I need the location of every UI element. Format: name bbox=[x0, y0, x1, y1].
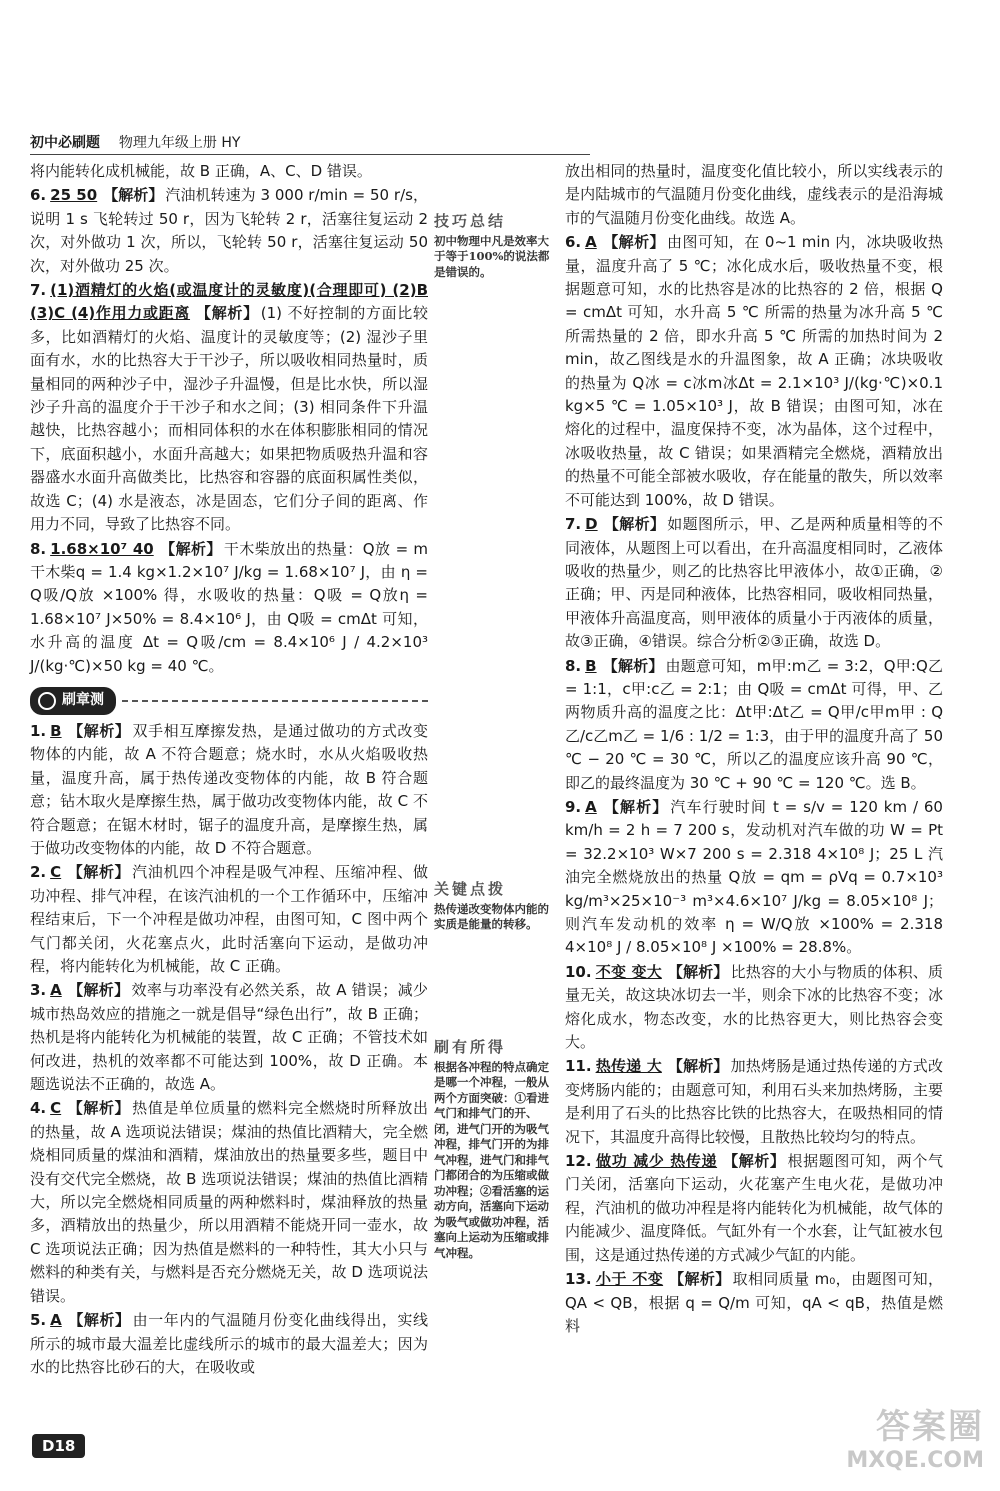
item-text: 效率与功率没有必然关系，故 A 错误；减少城市热岛效应的措施之一就是倡导“绿色出行”，故 B 正确；热机是将内能转化为机械能的装置，故 C 正确；不管技术如何改进，热机的效率都不可能达到 100%，故 D 正确。本题选说法不正确的，故选 A。 bbox=[30, 981, 428, 1094]
item-text: 由图可知，在 0~1 min 内，冰块吸收热量，温度升高了 5 ℃；冰化成水后，吸收热量不变，根据题意可知，水的比热容是冰的比热容的 2 倍，根据 Q = cmΔt 可知，水升高 5 ℃ 所需的热量为冰升高 5 ℃ 所需热量的 2 倍，即水升高 5 ℃ 所需的加热时间为 2 min，故乙图线是水的升温图象，故 A 正确；冰块吸收的热量为 Q冰 = c冰m冰Δt = 2.1×10³ J/(kg·℃)×0.1 kg×5 ℃ = 1.05×10³ J，故 B 错误；由图可知，冰在熔化的过程中，温度保持不变，冰为晶体，这个过程中，冰吸收热量，故 C 错误；如果酒精完全燃烧，酒精放出的热量不可能全部被水吸收，存在能量的散失，所以效率不可能达到 100%，故 D 错误。 bbox=[565, 233, 943, 509]
book-title: 初中必刷题 bbox=[30, 135, 100, 151]
item-tag: 【解析】 bbox=[667, 962, 729, 981]
item-tag: 【解析】 bbox=[67, 1099, 131, 1118]
item-text: 汽车行驶时间 t = s/v = 120 km / 60 km/h = 2 h = 7 200 s，发动机对汽车做的功 W = Pt = 32.2×10³ W×7 200 s = 2.318 4×10⁸ J；25 L 汽油完全燃烧放出的热量 Q放 = qm = ρVq = 0.7×10³ kg/m³×25×10⁻³ m³×4.6×10⁷ J/kg = 8.05×10⁸ J；则汽车发动机的效率 η = W/Q放 ×100% = 2.318 4×10⁸ J / 8.05×10⁸ J ×100% = 28.8%。 bbox=[565, 797, 943, 957]
item-number: 9. bbox=[565, 797, 582, 816]
answer-item bbox=[30, 1309, 428, 1379]
item-answer: A bbox=[50, 981, 62, 1000]
answer-item bbox=[565, 655, 943, 795]
item-number: 4. bbox=[30, 1099, 47, 1118]
section-divider bbox=[122, 700, 428, 702]
book-subtitle: 物理九年级上册 HY bbox=[118, 135, 241, 151]
answer-item bbox=[30, 720, 428, 860]
item-number: 6. bbox=[30, 186, 47, 205]
sidebar-note-title: 刷有所得 bbox=[434, 1038, 507, 1056]
item-tag: 【解析】 bbox=[602, 656, 664, 675]
item-tag: 【解析】 bbox=[603, 515, 666, 534]
answer-item bbox=[30, 279, 428, 536]
item-tag: 【解析】 bbox=[669, 1270, 731, 1289]
item-tag: 【解析】 bbox=[67, 1311, 131, 1330]
item-number: 8. bbox=[30, 539, 47, 558]
item-tag: 【解析】 bbox=[196, 304, 259, 323]
sidebar-note-text: 初中物理中凡是效率大于等于100%的说法都是错误的。 bbox=[434, 233, 550, 279]
item-answer: A bbox=[50, 1311, 62, 1330]
item-text: 双手相互摩擦发热，是通过做功的方式改变物体的内能，故 A 不符合题意；烧水时，水从火焰吸收热量，温度升高，属于热传递改变物体的内能，故 B 符合题意；钻木取火是摩擦生热，属于做功改变物体内能，故 C 不符合题意；在锯木材时，锯子的温度升高，是摩擦生热，属于做功改变物体的内能，故 D 不符合题意。 bbox=[30, 721, 428, 857]
sidebar-note-text: 根据各冲程的特点确定是哪一个冲程，一般从两个方面突破：①看进气门和排气门的开、闭，进气门开的为吸气冲程，排气门开的为排气冲程，进气门和排气门都闭合的为压缩或做功冲程；②看活塞的运动方向，活塞向下运动为吸气或做功冲程，活塞向上运动为压缩或排气冲程。 bbox=[434, 1059, 549, 1260]
right-column bbox=[565, 160, 943, 1339]
item-text: 比热容的大小与物质的体积、质量无关，故这块冰切去一半，则余下冰的比热容不变；冰熔化成水，物态改变，水的比热容更大，则比热容会变大。 bbox=[565, 962, 943, 1052]
item-number: 3. bbox=[30, 981, 47, 1000]
item-text: 由题意可知，m甲:m乙 = 3:2，Q甲:Q乙 = 1:1，c甲:c乙 = 2:1；由 Q吸 = cmΔt 可得，甲、乙两物质升高的温度之比：Δt甲:Δt乙 = Q甲/c甲m甲 : Q乙/c乙m乙 = 1/6 : 1/2 = 1:3，由于甲的温度升高了 50 ℃ − 20 ℃ = 30 ℃，所以乙的温度应该升高 90 ℃，即乙的最终温度为 30 ℃ + 90 ℃ = 120 ℃。选 B。 bbox=[565, 656, 943, 792]
item-number: 2. bbox=[30, 863, 47, 882]
item-text: (1) 不好控制的方面比较多，比如酒精灯的火焰、温度计的灵敏度等；(2) 湿沙子里面有水，水的比热容大于干沙子，所以吸收相同热量时，质量相同的两种沙子中，湿沙子升温慢，但是比水快，所以湿沙子升高的温度介于干沙子和水之间；(3) 相同条件下升温越快，比热容越小；而相同体积的水在体积膨胀相同的情况下，底面积越小，水面升高越大；如果把物质吸热升温和容器盛水水面升高做类比，比热容和容器的底面积属性类似，故选 C；(4) 水是液态，冰是固态，它们分子间的距离、作用力不同，导致了比热容不同。 bbox=[30, 304, 428, 534]
item-answer: B bbox=[585, 656, 597, 675]
watermark bbox=[784, 1399, 984, 1479]
left-pre-text: 将内能转化成机械能，故 B 正确，A、C、D 错误。 bbox=[30, 162, 372, 180]
answer-item bbox=[30, 184, 428, 278]
item-number: 7. bbox=[30, 281, 47, 300]
answer-item bbox=[30, 538, 428, 678]
item-tag: 【解析】 bbox=[67, 981, 130, 1000]
section-badge bbox=[30, 687, 116, 714]
item-tag: 【解析】 bbox=[159, 539, 222, 558]
item-text: 加热烤肠是通过热传递的方式改变烤肠内能的；由题意可知，利用石头来加热烤肠，主要是利用了石头的比热容比铁的比热容大，在吸热相同的情况下，其温度升高得比较慢，且散热比较均匀的特点。 bbox=[565, 1057, 943, 1146]
item-answer: A bbox=[585, 797, 597, 816]
item-number: 11. bbox=[565, 1057, 592, 1076]
item-number: 6. bbox=[565, 233, 582, 252]
item-answer: 25 50 bbox=[50, 186, 98, 205]
item-text: 如题图所示，甲、乙是两种质量相等的不同液体，从题图上可以看出，在升高温度相同时，乙液体吸收的热量少，则乙的比热容比甲液体小，故①正确，②正确；甲、丙是同种液体，比热容相同，吸收相同热量，甲液体升高温度高，则甲液体的质量小于丙液体的质量，故③正确，④错误。综合分析②③正确，故选 D。 bbox=[565, 515, 943, 651]
item-answer: 小于 不变 bbox=[595, 1270, 664, 1289]
answer-item bbox=[565, 1150, 943, 1267]
item-answer: 1.68×10⁷ 40 bbox=[50, 539, 154, 558]
answer-item bbox=[30, 979, 428, 1096]
item-text: 根据题图可知，两个气门关闭，活塞向下运动，火花塞产生电火花，是做功冲程，汽油机的做功冲程是将内能转化为机械能，故气体的内能减少、温度降低。气缸外有一个水套，让气缸被水包围，这是通过热传递的方式减少气缸的内能。 bbox=[565, 1152, 943, 1264]
item-answer: C bbox=[50, 863, 62, 882]
item-number: 5. bbox=[30, 1311, 47, 1330]
item-number: 7. bbox=[565, 515, 582, 534]
item-number: 10. bbox=[565, 962, 592, 981]
item-number: 1. bbox=[30, 721, 47, 740]
item-tag: 【解析】 bbox=[67, 863, 131, 882]
item-tag: 【解析】 bbox=[103, 186, 164, 205]
answer-item bbox=[565, 513, 943, 653]
answer-item bbox=[30, 1097, 428, 1308]
item-tag: 【解析】 bbox=[602, 797, 669, 816]
item-text: 汽油机转速为 3 000 r/min = 50 r/s，说明 1 s 飞轮转过 50 r，因为飞轮转 2 r，活塞往复运动 2 次，对外做功 1 次，所以，飞轮转 50 r，活塞往复运动 50 次，对外做功 25 次。 bbox=[30, 186, 428, 275]
item-tag: 【解析】 bbox=[67, 721, 131, 740]
item-answer: B bbox=[50, 721, 62, 740]
item-answer: D bbox=[585, 515, 598, 534]
section-title: 刷章测 bbox=[62, 692, 104, 709]
answer-item bbox=[565, 1055, 943, 1149]
page-header bbox=[30, 132, 590, 155]
brush-icon bbox=[38, 692, 56, 710]
item-tag: 【解析】 bbox=[667, 1057, 729, 1076]
item-text: 干木柴放出的热量：Q放 = m干木柴q = 1.4 kg×1.2×10⁷ J/kg = 1.68×10⁷ J，由 η = Q吸/Q放 ×100% 得，水吸收的热量：Q吸 = Q放η = 1.68×10⁷ J×50% = 8.4×10⁶ J，由 Q吸 = cmΔt 可知，水升高的温度 Δt = Q吸/cm = 8.4×10⁶ J / 4.2×10³ J/(kg·℃)×50 kg = 40 ℃。 bbox=[30, 539, 428, 675]
item-answer: C bbox=[50, 1099, 62, 1118]
sidebar-note-gain bbox=[434, 1040, 558, 1261]
item-number: 13. bbox=[565, 1270, 592, 1289]
item-answer: A bbox=[585, 233, 597, 252]
item-text: 热值是单位质量的燃料完全燃烧时所释放出的热量，故 A 选项说法错误；煤油的热值比酒精大，完全燃烧相同质量的煤油和酒精，煤油放出的热量要多些，题目中没有交代完全燃烧，故 B 选项说法错误；煤油的热值比酒精大，所以完全燃烧相同质量的两种燃料时，煤油释放的热量多，酒精放出的热量少，所以用酒精不能烧开同一壶水，故 C 选项说法正确；因为热值是燃料的一种特性，其大小只与燃料的种类有关，与燃料是否充分燃烧无关，故 D 选项说法错误。 bbox=[30, 1099, 428, 1305]
sidebar-note-text: 热传递改变物体内能的实质是能量的转移。 bbox=[434, 901, 549, 931]
watermark-url: MXQE.COM bbox=[846, 1448, 984, 1473]
answer-item bbox=[565, 796, 943, 960]
item-answer: 做功 减少 热传递 bbox=[595, 1152, 718, 1171]
item-answer: 不变 变大 bbox=[595, 962, 662, 981]
left-column bbox=[30, 160, 428, 1380]
answer-item bbox=[30, 861, 428, 978]
page-number: D18 bbox=[32, 1434, 85, 1458]
sidebar-note-key bbox=[434, 882, 558, 933]
item-answer: 热传递 大 bbox=[595, 1057, 662, 1076]
answer-item bbox=[565, 231, 943, 512]
item-text: 由一年内的气温随月份变化曲线得出，实线所示的城市最大温差比虚线所示的城市的最大温差大；因为水的比热容比砂石的大，在吸收或 bbox=[30, 1311, 428, 1376]
answer-item bbox=[565, 961, 943, 1055]
right-pre-text: 放出相同的热量时，温度变化值比较小，所以实线表示的是内陆城市的气温随月份变化曲线，虚线表示的是沿海城市的气温随月份变化曲线。故选 A。 bbox=[565, 162, 943, 227]
sidebar-note-title: 技巧总结 bbox=[434, 212, 507, 230]
section-header bbox=[30, 688, 428, 714]
item-number: 8. bbox=[565, 656, 582, 675]
item-text: 取相同质量 m₀，由题图可知，QA < QB，根据 q = Q/m 可知，qA < qB，热值是燃料 bbox=[565, 1270, 943, 1335]
answer-item bbox=[565, 1268, 943, 1338]
sidebar-note-title: 关键点拨 bbox=[434, 880, 507, 898]
item-number: 12. bbox=[565, 1152, 592, 1171]
item-tag: 【解析】 bbox=[723, 1152, 786, 1171]
item-tag: 【解析】 bbox=[602, 233, 665, 252]
item-answer: (1)酒精灯的火焰(或温度计的灵敏度)(合理即可) (2)B (3)C (4)作用力或距离 bbox=[30, 281, 428, 323]
watermark-title: 答案圈 bbox=[876, 1407, 984, 1447]
sidebar-note-tips bbox=[434, 214, 558, 280]
item-text: 汽油机四个冲程是吸气冲程、压缩冲程、做功冲程、排气冲程，在该汽油机的一个工作循环中，压缩冲程结束后，下一个冲程是做功冲程，由图可知，C 图中两个气门都关闭，火花塞点火，此时活塞向下运动，是做功冲程，将内能转化为机械能，故 C 正确。 bbox=[30, 863, 428, 975]
